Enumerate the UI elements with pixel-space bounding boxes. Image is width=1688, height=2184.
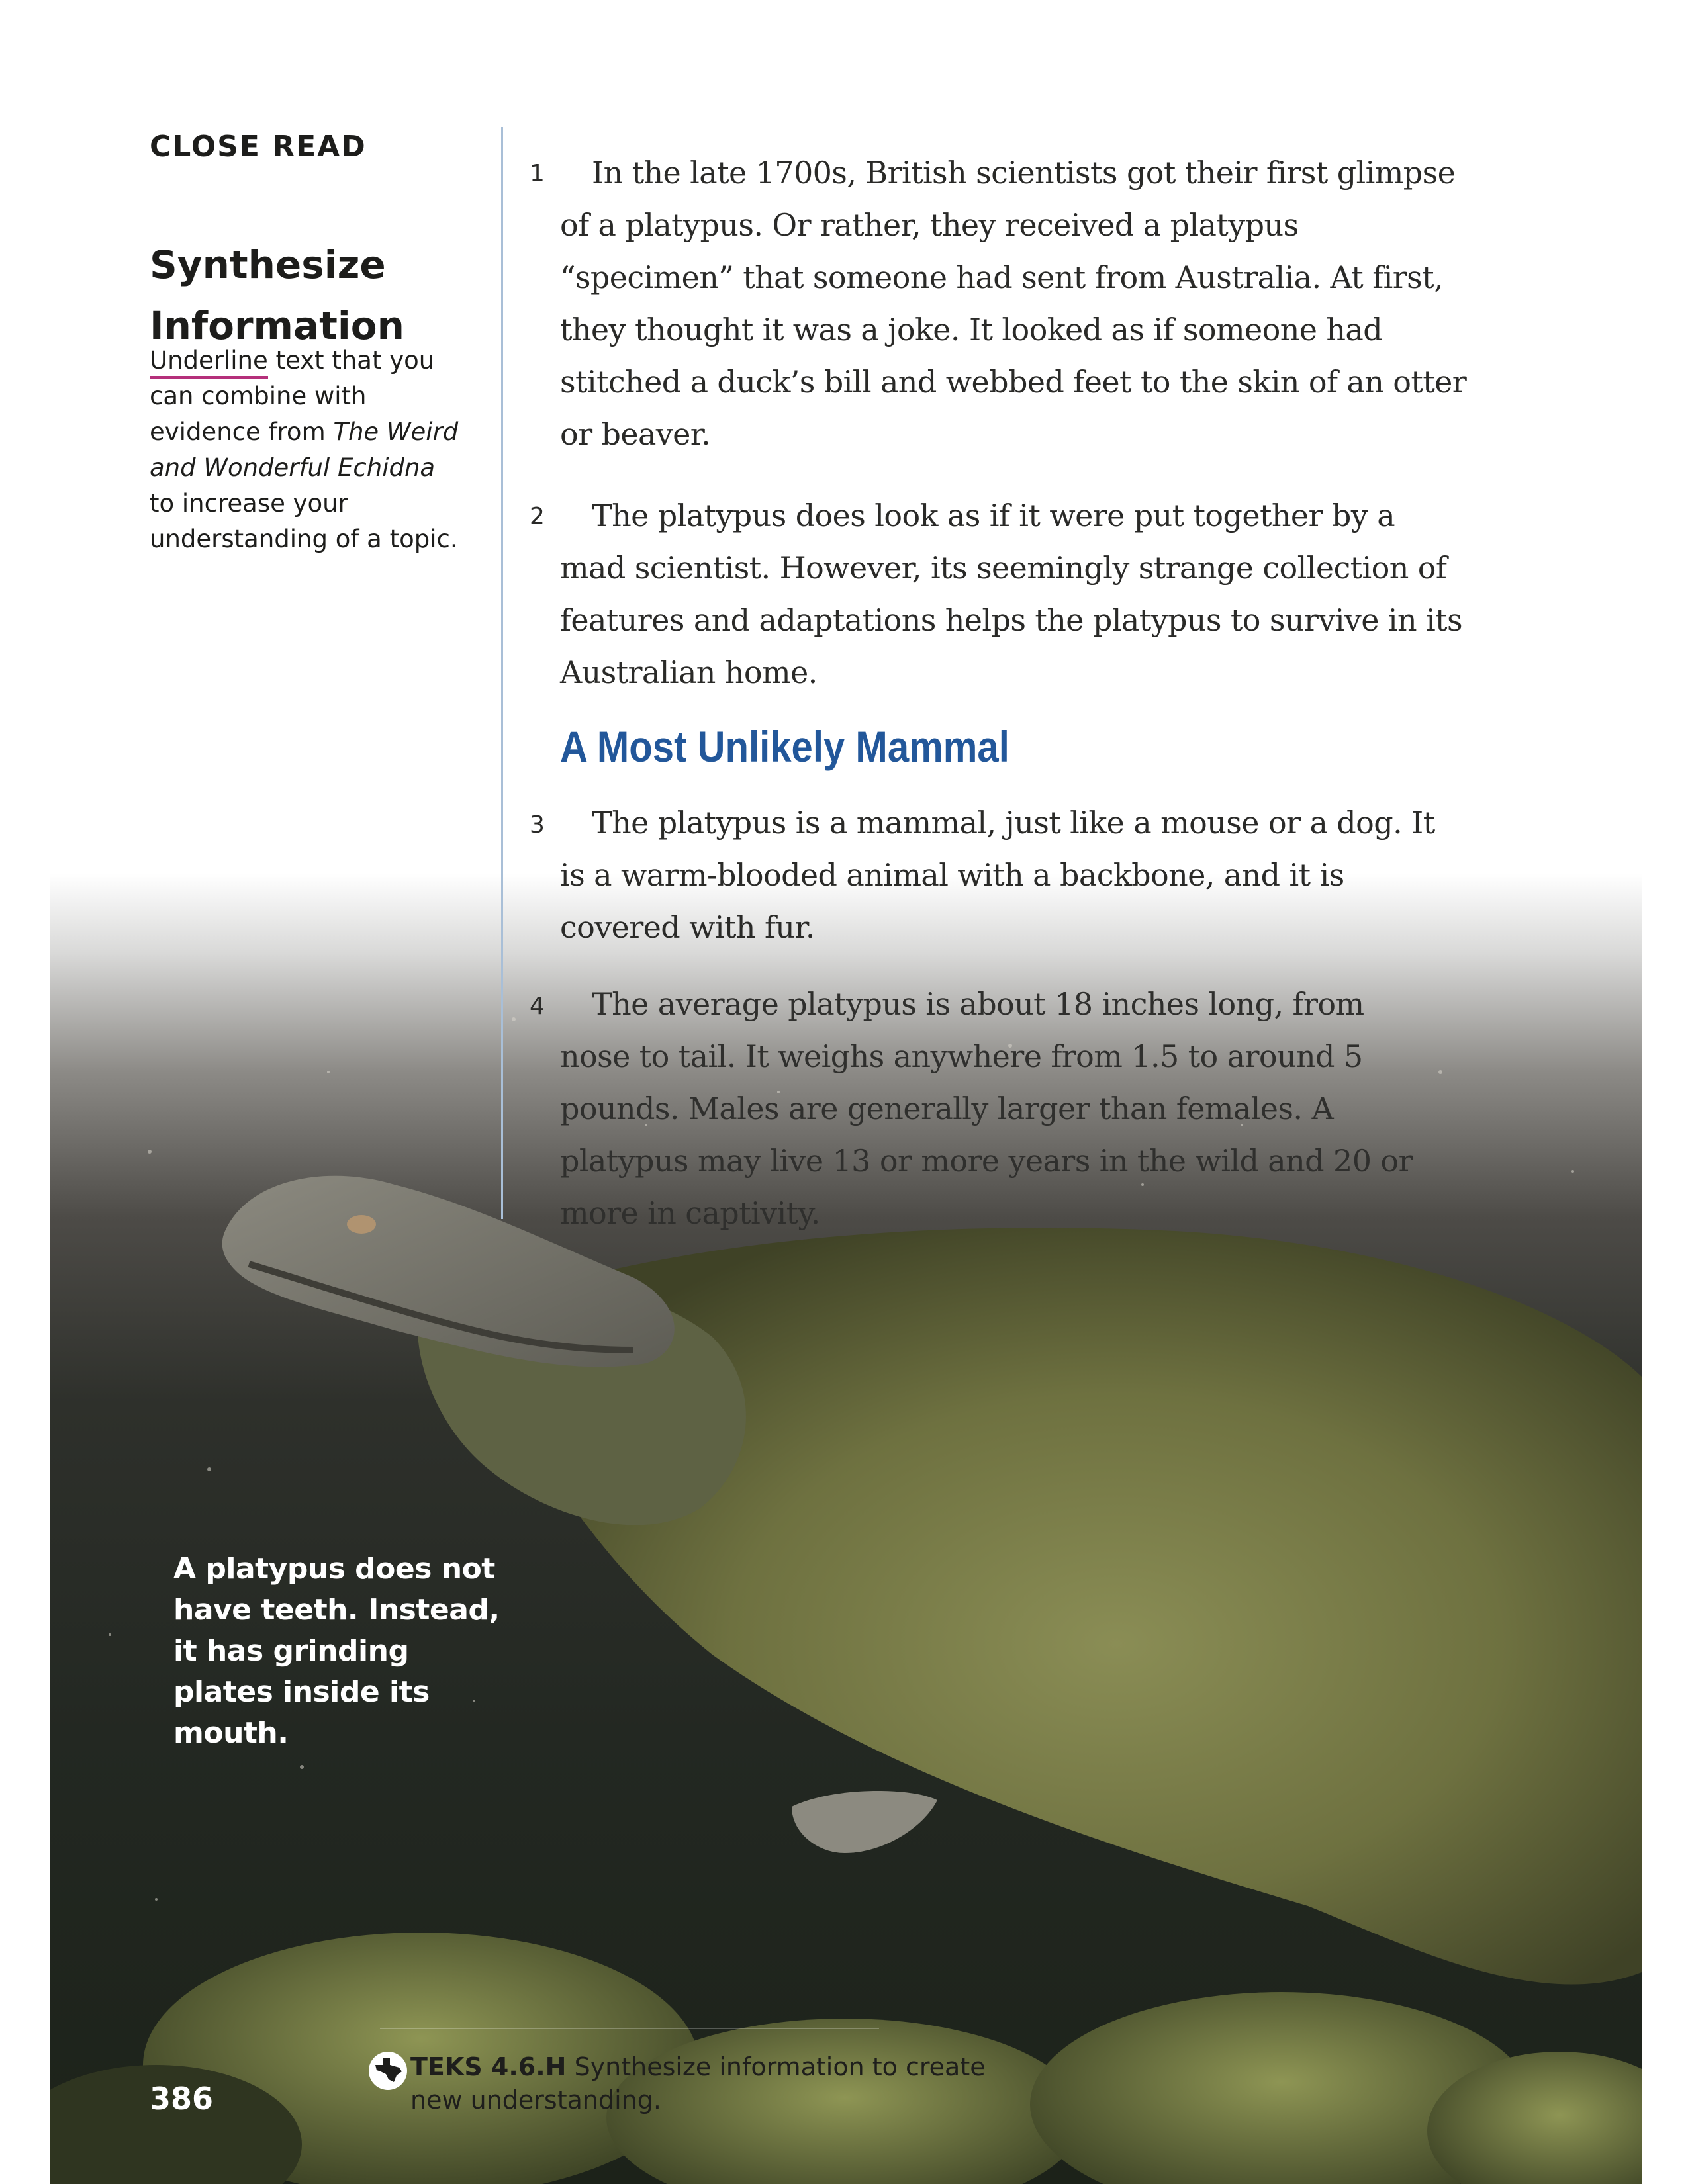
- sidebar-instruction: [150, 343, 461, 557]
- underline-example: Underline: [150, 346, 268, 379]
- teks-description: Synthesize information to create new understanding.: [410, 2052, 986, 2115]
- instruction-text-2: to increase your understanding of a topic.: [150, 489, 458, 553]
- sidebar-title: [150, 234, 454, 356]
- paragraph-1: In the late 1700s, British scientists got their first glimpse of a platypus. Or rather, they received a platypus “specimen” that someone had sent from Australia. At first, they thought it was a joke. It looked as if someone had stitched a duck’s bill and webbed feet to the skin of an otter or beaver.: [560, 155, 1467, 452]
- teks-code: TEKS 4.6.H: [410, 2052, 567, 2081]
- paragraph-number-2: 2: [530, 503, 545, 530]
- section-heading: A Most Unlikely Mammal: [560, 722, 1009, 771]
- teks-divider: [380, 2028, 879, 2029]
- paragraph-3: The platypus is a mammal, just like a mouse or a dog. It is a warm-blooded animal with a backbone, and it is covered with fur.: [560, 805, 1435, 945]
- paragraph-number-4: 4: [530, 993, 545, 1020]
- instruction-text-1: text that you can combine with evidence from: [150, 346, 435, 446]
- teks-standard: [410, 2050, 1006, 2116]
- paragraph-number-3: 3: [530, 811, 545, 839]
- sidebar-title-line1: Synthesize: [150, 242, 386, 287]
- sidebar-title-line2: Information: [150, 303, 404, 348]
- sidebar-divider: [501, 127, 503, 1219]
- page-number: 386: [150, 2081, 214, 2116]
- close-read-label: CLOSE READ: [150, 130, 367, 163]
- book-title: The Weird and Wonderful Echidna: [150, 418, 459, 482]
- paragraph-4: The average platypus is about 18 inches long, from nose to tail. It weighs anywhere from 1.5 to around 5 pounds. Males are generally larger than females. A platypus may live 13 or more years in the wild and 20 or more in captivity.: [560, 986, 1413, 1231]
- texas-star-icon: [367, 2050, 408, 2091]
- photo-caption: A platypus does not have teeth. Instead, it has grinding plates inside its mouth.: [173, 1552, 500, 1750]
- paragraph-2: The platypus does look as if it were put together by a mad scientist. However, its seemingly strange collection of features and adaptations helps the platypus to survive in its Australian home.: [560, 498, 1463, 690]
- paragraph-number-1: 1: [530, 160, 545, 187]
